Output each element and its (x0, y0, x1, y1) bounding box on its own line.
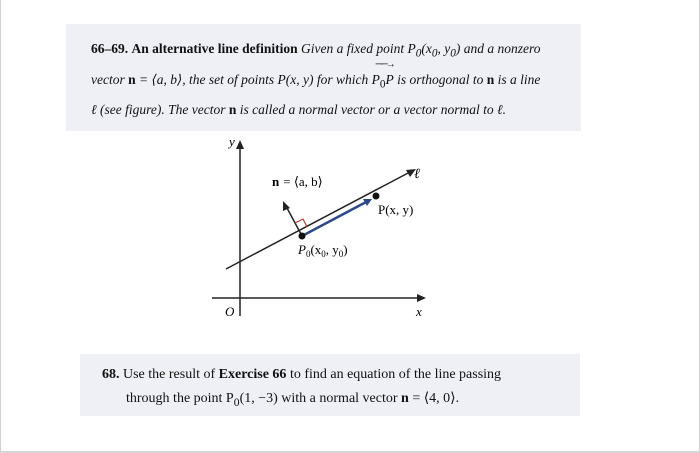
vector-n: n (486, 71, 495, 87)
definition-line-3 (91, 97, 571, 122)
x-axis-label: x (416, 304, 422, 319)
exercise-text-part: (1, −3) with a normal vector (239, 391, 398, 406)
exercise-number: 68. (102, 367, 120, 382)
exercise-text-part: to find an equation of the line passing (289, 367, 502, 382)
exercise-line-2 (102, 387, 572, 415)
exercise-text-part: Use the result of (123, 367, 216, 382)
y-axis-arrowhead (236, 140, 244, 149)
definition-text-part: = ⟨a, b⟩, (139, 71, 186, 87)
vector-n: n (128, 71, 136, 87)
normal-vector-n (287, 208, 302, 236)
point-p-label: P(x, y) (378, 202, 414, 217)
figure-svg (200, 132, 460, 332)
normal-vector-arrowhead (283, 201, 290, 211)
definition-line-1 (91, 36, 571, 67)
vector-n: n (401, 391, 409, 406)
point-p-dot (373, 193, 380, 200)
exercise-text-part: through the point P (126, 391, 234, 406)
definition-line-2 (91, 58, 571, 98)
exercise-text (102, 363, 572, 415)
left-frame-edge (0, 0, 1, 453)
definition-text-part: vector (91, 71, 125, 87)
vector-n: n (228, 102, 237, 118)
definition-text-part: is orthogonal to (397, 71, 484, 87)
origin-label: O (225, 304, 235, 319)
definition-text-part: is called a normal vector or a vector normal to (239, 102, 494, 118)
line-ell-label: ℓ (414, 167, 420, 182)
definition-number: 66–69. (91, 41, 129, 56)
point-p0-dot (299, 233, 306, 240)
line-figure (200, 132, 460, 332)
exercise-text-part: = ⟨4, 0⟩. (412, 391, 460, 406)
line-ell-symbol: ℓ. (496, 102, 506, 118)
definition-text-part: the set of points P(x, y) for which (189, 71, 369, 87)
y-axis-label: y (229, 134, 235, 149)
definition-text-part: Given a fixed point (301, 41, 405, 56)
point-p0-label: $P_0(x_0$, $y_0$) (298, 242, 348, 259)
definition-text-part: (see figure). The vector (100, 102, 226, 118)
vector-p0p: ──→ $P_0P$ (371, 58, 394, 91)
definition-text (91, 36, 571, 122)
exercise-reference: Exercise 66 (218, 367, 287, 382)
definition-title: An alternative line definition (131, 41, 298, 56)
segment-p0p (302, 201, 368, 236)
definition-box (66, 24, 581, 131)
definition-text-part: is a line (497, 71, 541, 87)
definition-text-part: and a nonzero (463, 41, 541, 56)
vector-n-label: n = ⟨a, b⟩ (272, 174, 323, 189)
exercise-line-1 (102, 363, 572, 387)
line-ell-symbol: ℓ (91, 102, 97, 118)
p0-subscript: 0 (233, 395, 240, 409)
x-axis-arrowhead (417, 294, 426, 302)
exercise-box (80, 354, 580, 416)
point-p0: $P_0(x_0$, $y_0$) (407, 41, 461, 60)
